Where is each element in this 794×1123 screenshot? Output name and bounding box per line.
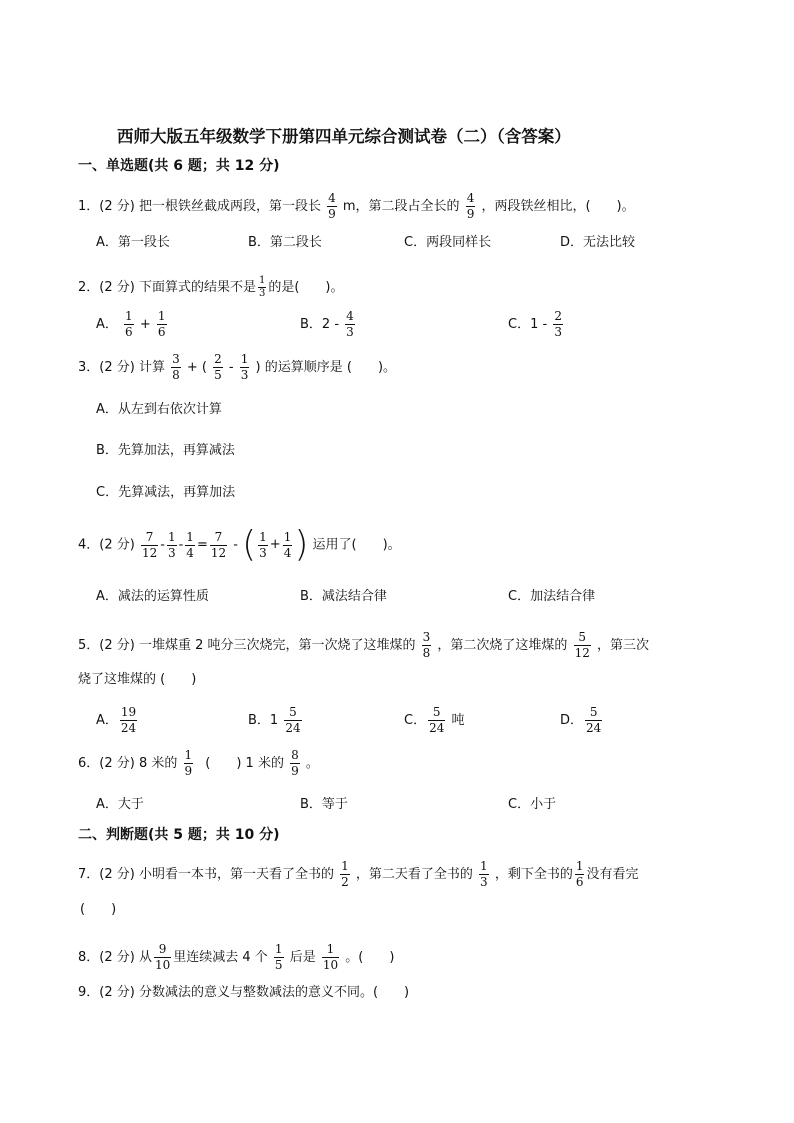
q2-c-fraction: $\frac{2}{3}$ xyxy=(554,309,562,339)
q4-fraction-d: $\frac{7}{12}$ xyxy=(210,529,227,560)
question-7: 7．(2 分) 小明看一本书，第一天看了全书的 $\frac{1}{2}$ ，第二天看了全书的 $\frac{1}{3}$ ，剩下全书的 $\frac{1}{6}$ 没有看完 xyxy=(78,859,639,889)
q3-option-a[interactable]: A．从左到右依次计算 xyxy=(96,402,222,417)
q3-option-b[interactable]: B．先算加法，再算减法 xyxy=(96,443,235,458)
section-heading-true-false: 二、判断题(共 5 题；共 10 分) xyxy=(78,827,280,843)
q4-option-a[interactable]: A．减法的运算性质 xyxy=(96,589,209,604)
q6-option-b[interactable]: B．等于 xyxy=(300,797,348,812)
question-8: 8．(2 分) 从 $\frac{9}{10}$ 里连续减去 4 个 $\frac{1}{5}$ 后是 $\frac{1}{10}$ 。( ) xyxy=(78,942,395,972)
q4-fraction-c: $\frac{1}{4}$ xyxy=(186,529,194,560)
q3-option-c[interactable]: C．先算减法，再算加法 xyxy=(96,485,236,500)
q4-fraction-a: $\frac{7}{12}$ xyxy=(141,529,158,560)
q1-option-b[interactable]: B．第二段长 xyxy=(248,235,322,250)
q5-c-fraction: $\frac{5}{24}$ xyxy=(429,705,445,735)
q5-option-d[interactable]: D． $\frac{5}{24}$ xyxy=(560,705,602,735)
q2-option-c[interactable]: C．1 - $\frac{2}{3}$ xyxy=(508,309,562,339)
question-1 xyxy=(78,191,635,222)
q8-fraction-1: $\frac{9}{10}$ xyxy=(154,942,171,972)
question-6: 6．(2 分) 8 米的 $\frac{1}{9}$ ( ) 1 米的 $\frac{8}{9}$ 。 xyxy=(78,748,319,778)
q6-option-a[interactable]: A．大于 xyxy=(96,797,144,812)
q1-text: 1．(2 分) 把一根铁丝截成两段，第一段长 xyxy=(78,199,321,214)
q4-fraction-b: $\frac{1}{3}$ xyxy=(167,529,176,560)
q1-option-c[interactable]: C．两段同样长 xyxy=(404,235,492,250)
question-2 xyxy=(78,275,343,300)
question-5: 5．(2 分) 一堆煤重 2 吨分三次烧完，第一次烧了这堆煤的 $\frac{3}{8}$ ，第二次烧了这堆煤的 $\frac{5}{12}$ ，第三次 xyxy=(78,630,650,660)
q5-text-line-2: 烧了这堆煤的 ( ) xyxy=(78,672,197,687)
q6-option-c[interactable]: C．小于 xyxy=(508,797,557,812)
q2-option-a[interactable]: A． $\frac{1}{6}$ + $\frac{1}{6}$ xyxy=(96,309,166,339)
q1-text-post: ，两段铁丝相比，( )。 xyxy=(481,199,635,214)
q1-fraction-2: $\frac{4}{9}$ xyxy=(466,191,475,221)
q1-option-d[interactable]: D．无法比较 xyxy=(560,235,636,250)
q4-fraction-e: $\frac{1}{3}$ xyxy=(259,529,267,560)
q5-a-fraction: $\frac{19}{24}$ xyxy=(120,705,137,735)
q2-option-b[interactable]: B．2 - $\frac{4}{3}$ xyxy=(300,309,354,339)
q2-a-fraction-2: $\frac{1}{6}$ xyxy=(157,309,166,339)
q8-fraction-3: $\frac{1}{10}$ xyxy=(322,942,339,972)
q2-fraction: $\frac{1}{3}$ xyxy=(258,275,266,299)
q1-text-unit: m，第二段占全长的 xyxy=(342,199,460,214)
q4-fraction-f: $\frac{1}{4}$ xyxy=(283,529,292,560)
q3-fraction-1: $\frac{3}{8}$ xyxy=(172,352,180,382)
q4-option-c[interactable]: C．加法结合律 xyxy=(508,589,596,604)
question-4: 4．(2 分) $\frac{7}{12}$ - $\frac{1}{3}$ - $\frac{1}{4}$ = $\frac{7}{12}$ - ( $\frac{1}{3}$ + $\frac{1}{4}$ ) 运用了( )。 xyxy=(78,524,401,565)
q1-fraction-1: $\frac{4}{9}$ xyxy=(328,191,336,221)
q5-option-c[interactable]: C． $\frac{5}{24}$ 吨 xyxy=(404,705,465,735)
q2-b-fraction: $\frac{4}{3}$ xyxy=(346,309,354,339)
section-heading-single-choice: 一、单选题(共 6 题；共 12 分) xyxy=(78,158,280,174)
question-9: 9．(2 分) 分数减法的意义与整数减法的意义不同。( ) xyxy=(78,985,410,1000)
q5-fraction-2: $\frac{5}{12}$ xyxy=(574,630,590,660)
q2-text-post: 的是( )。 xyxy=(268,280,344,295)
q5-option-a[interactable]: A． $\frac{19}{24}$ xyxy=(96,705,137,735)
q7-answer-blank[interactable]: ( ) xyxy=(80,902,117,917)
q1-option-a[interactable]: A．第一段长 xyxy=(96,235,170,250)
q5-d-fraction: $\frac{5}{24}$ xyxy=(586,705,602,735)
q7-fraction-2: $\frac{1}{3}$ xyxy=(480,859,488,889)
q5-b-fraction: $\frac{5}{24}$ xyxy=(285,705,301,735)
question-3: 3．(2 分) 计算 $\frac{3}{8}$ + ( $\frac{2}{5}$ - $\frac{1}{3}$ ) 的运算顺序是 ( )。 xyxy=(78,352,397,382)
q2-a-fraction-1: $\frac{1}{6}$ xyxy=(125,309,133,339)
q5-fraction-1: $\frac{3}{8}$ xyxy=(422,630,431,660)
q2-text: 2．(2 分) 下面算式的结果不是 xyxy=(78,280,256,295)
q8-fraction-2: $\frac{1}{5}$ xyxy=(274,942,283,972)
q6-fraction-1: $\frac{1}{9}$ xyxy=(184,748,193,778)
q3-fraction-2: $\frac{2}{5}$ xyxy=(214,352,222,382)
q4-option-b[interactable]: B．减法结合律 xyxy=(300,589,387,604)
q7-fraction-1: $\frac{1}{2}$ xyxy=(341,859,349,889)
q3-fraction-3: $\frac{1}{3}$ xyxy=(240,352,249,382)
page-title: 西师大版五年级数学下册第四单元综合测试卷（二）（含答案） xyxy=(117,127,571,146)
q4-parenthesis-group: ( $\frac{1}{3}$ + $\frac{1}{4}$ ) xyxy=(242,524,309,565)
q5-option-b[interactable]: B．1 $\frac{5}{24}$ xyxy=(248,705,301,735)
q6-fraction-2: $\frac{8}{9}$ xyxy=(291,748,299,778)
q7-fraction-3: $\frac{1}{6}$ xyxy=(575,859,584,889)
